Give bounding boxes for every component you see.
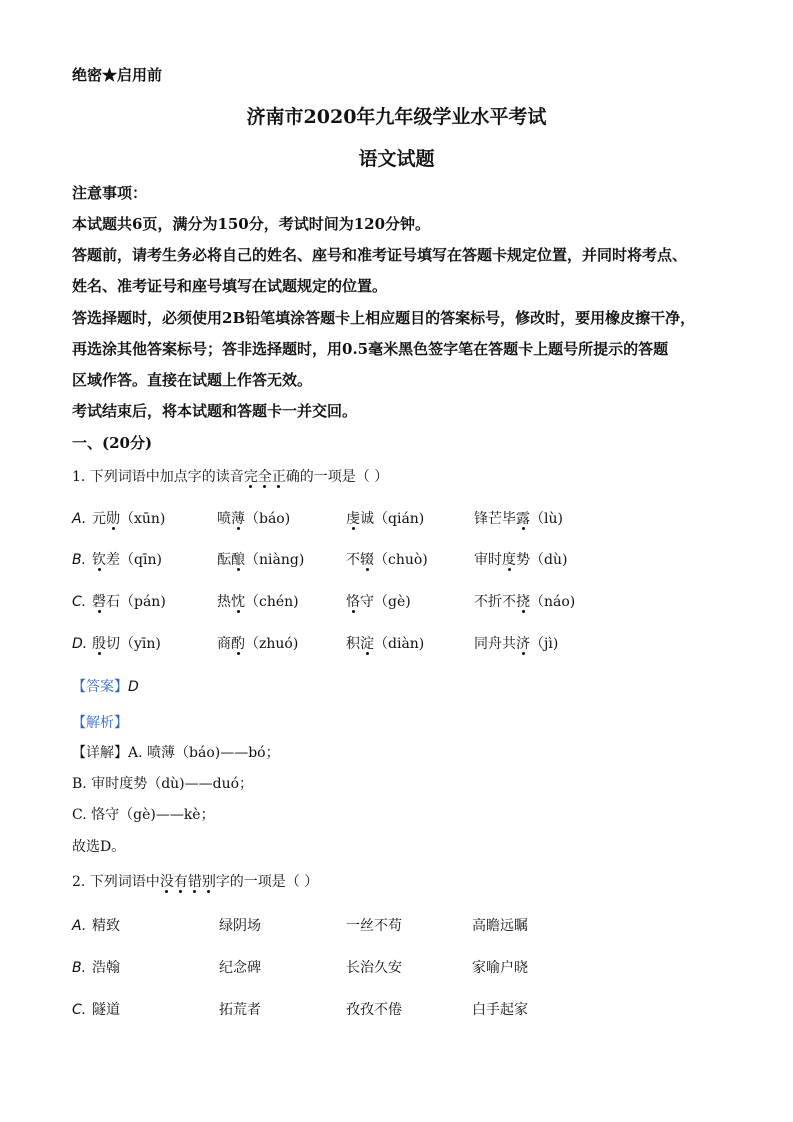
q1-option-d-item — [474, 633, 558, 653]
q1-option-a-item — [72, 508, 165, 528]
option-word: 一丝不苟 — [346, 918, 402, 934]
q1-option-d-item — [346, 633, 424, 653]
option-word: 孜孜不倦 — [346, 1002, 402, 1018]
word-part: 喷 — [217, 511, 231, 527]
q1-option-b-item — [346, 549, 428, 569]
q2-option-b-item — [219, 957, 261, 977]
word-part: （báo) — [245, 511, 291, 527]
answer-value: D — [128, 679, 139, 695]
notice-line: 本试题共6页，满分为150分，考试时间为120分钟。 — [72, 215, 431, 233]
dotted-char: 度 — [502, 552, 516, 568]
dotted-char: 挠 — [516, 594, 530, 610]
word-part: 同舟共 — [474, 636, 516, 652]
notice-line: 再选涂其他答案标号；答非选择题时，用0.5毫米黑色签字笔在答题卡上题号所提示的答题 — [72, 340, 669, 358]
dotted-char: 别 — [201, 874, 216, 890]
word-part: 酝 — [217, 552, 231, 568]
dotted-char: 全 — [257, 469, 272, 485]
q1-option-c-item — [346, 591, 411, 611]
dotted-char: 恪 — [346, 594, 360, 610]
q2-option-c-item — [72, 999, 120, 1019]
dotted-char: 虔 — [346, 511, 360, 527]
word-part: （náo) — [530, 594, 576, 610]
q1-option-d-item — [217, 633, 298, 653]
word-part: 势（dù) — [516, 552, 568, 568]
notice-line: 答选择题时，必须使用2B铅笔填涂答题卡上相应题目的答案标号，修改时，要用橡皮擦干净， — [72, 309, 696, 327]
option-label: D. — [72, 636, 88, 652]
dotted-char: 酌 — [231, 636, 245, 652]
word-part: 诚（qián) — [360, 511, 425, 527]
q2-option-a-item — [472, 915, 528, 935]
dotted-char: 没 — [159, 874, 174, 890]
word-part: 石（pán) — [106, 594, 166, 610]
dotted-char: 淀 — [360, 636, 374, 652]
word-part: 锋芒毕 — [474, 511, 516, 527]
option-word: 隧道 — [92, 1002, 120, 1018]
dotted-char: 薄 — [231, 511, 245, 527]
word-part: 审时 — [474, 552, 502, 568]
q2-option-b-item — [346, 957, 402, 977]
q1-option-a-item — [474, 508, 563, 528]
word-part: （chén) — [245, 594, 299, 610]
word-part: 热 — [217, 594, 231, 610]
q1-option-c-item — [72, 591, 166, 611]
stem-text: 字的一项是（ ） — [215, 874, 319, 890]
word-part: 商 — [217, 636, 231, 652]
word-part: （xūn) — [120, 511, 166, 527]
detail-line: B. 审时度势（dù)——duó； — [72, 776, 254, 792]
dotted-char: 露 — [516, 511, 530, 527]
option-word: 纪念碑 — [219, 960, 261, 976]
option-label: A. — [72, 511, 87, 527]
q1-option-b-item — [217, 549, 304, 569]
stem-text: 2. 下列词语中 — [72, 874, 160, 890]
q2-option-c-item — [219, 999, 261, 1019]
q2-option-a-item — [72, 915, 120, 935]
word-part: （chuò) — [374, 552, 428, 568]
question-2-stem — [72, 871, 318, 891]
word-part: 元 — [92, 511, 106, 527]
exam-title: 济南市2020年九年级学业水平考试 — [246, 106, 547, 128]
detail-line: 故选D。 — [72, 839, 126, 855]
dotted-char: 钦 — [92, 552, 106, 568]
dotted-char: 殷 — [92, 636, 106, 652]
section-heading: 一、(20分) — [72, 434, 153, 452]
dotted-char: 完 — [243, 469, 258, 485]
q1-option-c-item — [474, 591, 575, 611]
stem-text: 1. 下列词语中加点字的读音 — [72, 469, 244, 485]
notice-line: 考试结束后，将本试题和答题卡一并交回。 — [72, 402, 358, 420]
dotted-char: 有 — [173, 874, 188, 890]
dotted-char: 磬 — [92, 594, 106, 610]
word-part: （diàn) — [374, 636, 425, 652]
q2-option-a-item — [346, 915, 402, 935]
dotted-char: 错 — [187, 874, 202, 890]
stem-text: 确的一项是（ ） — [285, 469, 389, 485]
option-label: B. — [72, 960, 87, 976]
q2-option-b-item — [72, 957, 120, 977]
word-part: 切（yīn) — [106, 636, 161, 652]
option-word: 高瞻远瞩 — [472, 918, 528, 934]
notice-heading: 注意事项： — [72, 184, 148, 202]
q2-option-c-item — [346, 999, 402, 1019]
option-word: 拓荒者 — [219, 1002, 261, 1018]
dotted-char: 辍 — [360, 552, 374, 568]
option-word: 绿阴场 — [219, 918, 261, 934]
detail-line: 【详解】A. 喷薄（báo)——bó； — [72, 745, 280, 761]
option-word: 家喻户晓 — [472, 960, 528, 976]
option-word: 长治久安 — [346, 960, 402, 976]
dotted-char: 勋 — [106, 511, 120, 527]
option-label: B. — [72, 552, 87, 568]
confidential-label: 绝密★启用前 — [72, 66, 163, 84]
word-part: 不 — [346, 552, 360, 568]
q2-option-c-item — [472, 999, 528, 1019]
word-part: （lù) — [530, 511, 563, 527]
q1-option-d-item — [72, 633, 161, 653]
option-label: C. — [72, 1002, 87, 1018]
notice-line: 答题前，请考生务必将自己的姓名、座号和准考证号填写在答题卡规定位置，并同时将考点、 — [72, 246, 688, 264]
q1-option-a-item — [346, 508, 424, 528]
word-part: 差（qīn) — [106, 552, 162, 568]
detail-line: C. 恪守（gè)——kè； — [72, 807, 215, 823]
q1-option-a-item — [217, 508, 290, 528]
word-part: （zhuó) — [245, 636, 299, 652]
word-part: 守（gè) — [360, 594, 411, 610]
notice-line: 区域作答。直接在试题上作答无效。 — [72, 371, 313, 389]
option-word: 白手起家 — [472, 1002, 528, 1018]
word-part: 不折不 — [474, 594, 516, 610]
exam-subtitle: 语文试题 — [358, 148, 435, 170]
notice-line: 姓名、准考证号和座号填写在试题规定的位置。 — [72, 277, 388, 295]
word-part: （niàng) — [245, 552, 305, 568]
q1-option-c-item — [217, 591, 299, 611]
question-1-stem — [72, 466, 388, 486]
word-part: （jì) — [530, 636, 559, 652]
dotted-char: 忱 — [231, 594, 245, 610]
dotted-char: 正 — [271, 469, 286, 485]
q1-option-b-item — [72, 549, 162, 569]
option-word: 精致 — [92, 918, 120, 934]
dotted-char: 济 — [516, 636, 530, 652]
answer-tag: 【答案】 — [72, 679, 128, 695]
option-label: A. — [72, 918, 87, 934]
dotted-char: 酿 — [231, 552, 245, 568]
option-label: C. — [72, 594, 87, 610]
option-word: 浩翰 — [92, 960, 120, 976]
answer-line — [72, 676, 139, 696]
q2-option-b-item — [472, 957, 528, 977]
q1-option-b-item — [474, 549, 567, 569]
analysis-tag: 【解析】 — [72, 715, 128, 731]
q2-option-a-item — [219, 915, 261, 935]
word-part: 积 — [346, 636, 360, 652]
